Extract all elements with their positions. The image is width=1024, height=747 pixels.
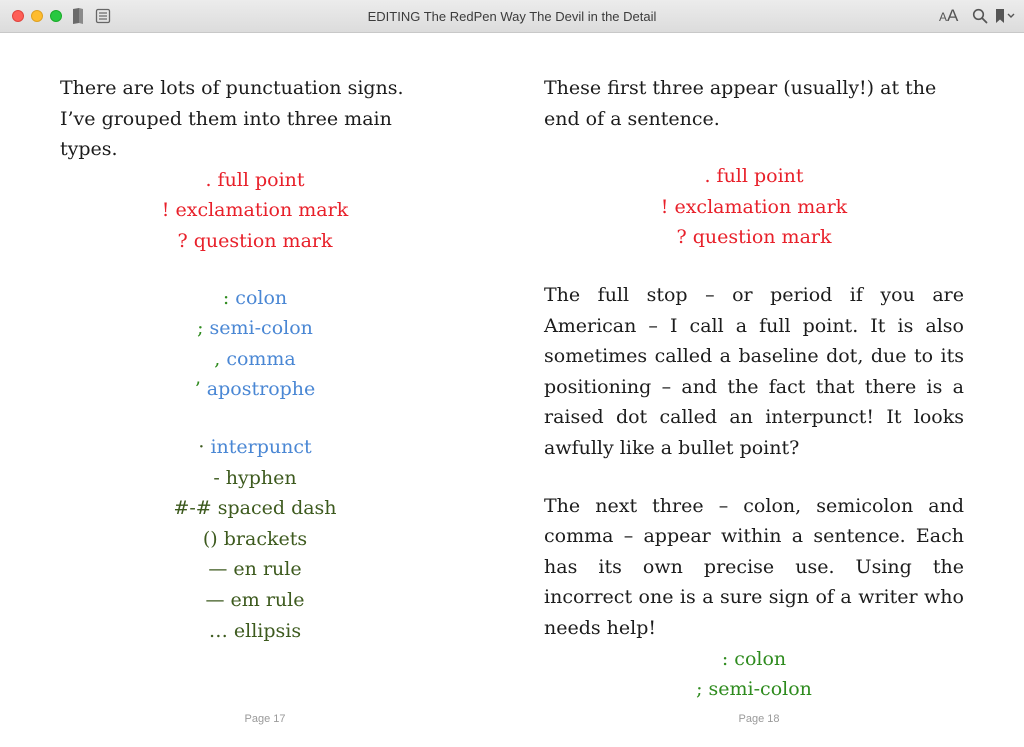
window-title: EDITING The RedPen Way The Devil in the Detail bbox=[367, 9, 657, 24]
group1-list bbox=[544, 161, 964, 253]
list-item: ! exclamation mark bbox=[660, 195, 848, 218]
font-size-small-label: A bbox=[939, 10, 948, 24]
intro-line-2: I’ve grouped them into three main types. bbox=[60, 107, 392, 161]
list-item: … ellipsis bbox=[208, 619, 302, 642]
library-icon[interactable] bbox=[70, 7, 86, 25]
close-window-button[interactable] bbox=[12, 10, 24, 22]
paragraph-full-stop: The full stop – or period if you are American – I call a full point. It is also sometimes called a baseline dot, due to its positioning – and the fact that there is a raised dot called an interpunct! It looks awfully like a bullet point? bbox=[544, 283, 964, 459]
paragraph-next-three: The next three – colon, semicolon and comma – appear within a sentence. Each has its own precise use. Using the incorrect one is a sure sign of a writer who needs help! bbox=[544, 494, 964, 639]
list-item: . full point bbox=[205, 168, 305, 191]
left-page-text bbox=[60, 73, 450, 646]
list-item: , comma bbox=[214, 347, 296, 370]
list-item: ; semi-colon bbox=[696, 678, 812, 701]
font-size-button[interactable] bbox=[939, 6, 958, 26]
table-of-contents-icon[interactable] bbox=[95, 7, 111, 25]
list-item: ? question mark bbox=[177, 229, 333, 252]
left-page bbox=[0, 33, 512, 747]
list-item: ? question mark bbox=[676, 226, 832, 249]
page-number: Page 18 bbox=[738, 713, 780, 725]
list-item: : colon bbox=[721, 647, 787, 670]
list-item: ; semi-colon bbox=[197, 317, 313, 340]
list-item: ’ apostrophe bbox=[194, 378, 316, 401]
list-item: · interpunct bbox=[198, 435, 312, 458]
list-item: . full point bbox=[704, 165, 804, 188]
list-item: - hyphen bbox=[213, 466, 297, 489]
fullscreen-window-button[interactable] bbox=[50, 10, 62, 22]
right-page-text bbox=[544, 73, 964, 705]
minimize-window-button[interactable] bbox=[31, 10, 43, 22]
intro-line-1: There are lots of punctuation signs. bbox=[60, 77, 404, 99]
list-item: #-# spaced dash bbox=[173, 497, 337, 520]
group2-list bbox=[544, 644, 964, 705]
window-titlebar bbox=[0, 0, 1024, 33]
list-item: ! exclamation mark bbox=[161, 199, 349, 222]
list-item: : colon bbox=[222, 286, 288, 309]
intro-paragraph: These first three appear (usually!) at the end of a sentence. bbox=[544, 77, 937, 130]
bookmark-icon[interactable] bbox=[994, 8, 1016, 24]
group1-list bbox=[60, 165, 450, 257]
group2-list bbox=[60, 283, 450, 405]
font-size-big-label: A bbox=[947, 6, 959, 25]
search-icon[interactable] bbox=[972, 8, 988, 24]
list-item: — en rule bbox=[208, 558, 302, 581]
right-page bbox=[512, 33, 1024, 747]
list-item: — em rule bbox=[205, 588, 305, 611]
list-item: () brackets bbox=[202, 527, 308, 550]
group3-list bbox=[60, 432, 450, 646]
page-number: Page 17 bbox=[244, 713, 286, 725]
